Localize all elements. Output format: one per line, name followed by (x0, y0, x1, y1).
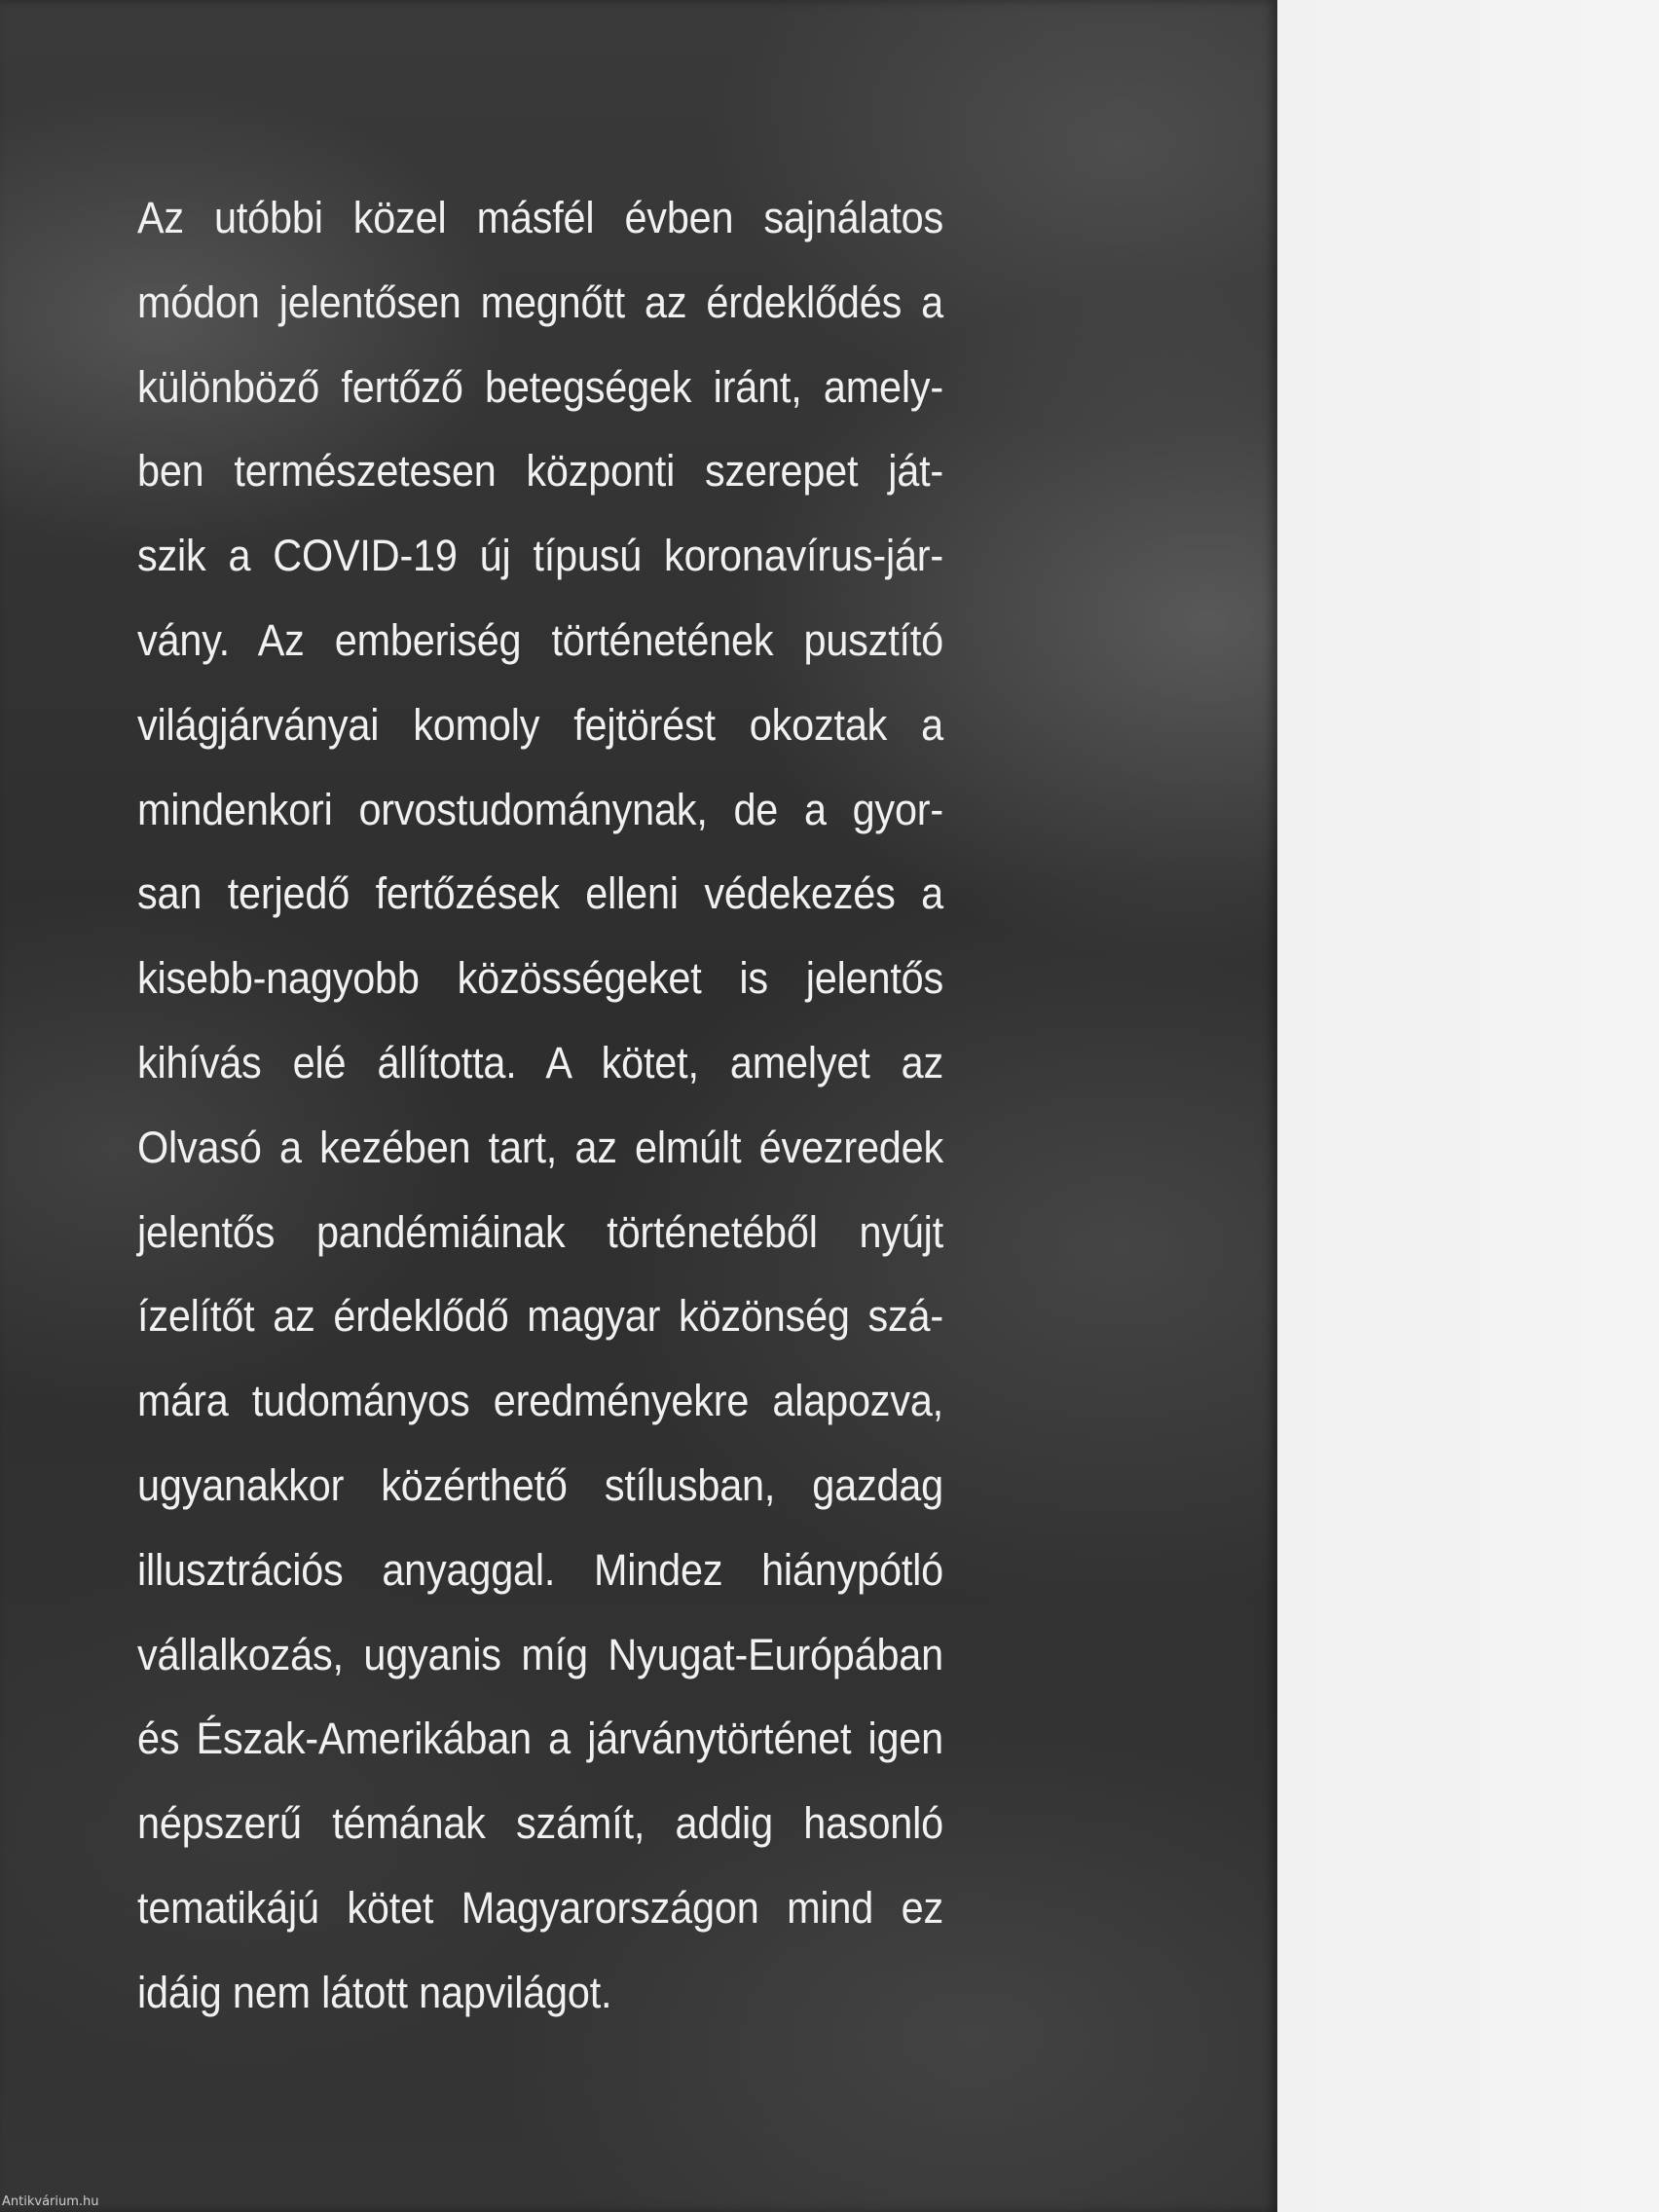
blurb-line: vállalkozás, ugyanis míg Nyugat-Európában (137, 1629, 943, 1679)
blurb-text (137, 176, 943, 2036)
blurb-line: szik a COVID-19 új típusú koronavírus-jár- (137, 531, 943, 581)
blurb-line: jelentős pandémiáinak történetéből nyújt (137, 1206, 943, 1257)
watermark: Antikvárium.hu (2, 2194, 99, 2209)
blurb-line: tematikájú kötet Magyarországon mind ez (137, 1882, 943, 1933)
blurb-line: san terjedő fertőzések elleni védekezés a (137, 868, 943, 919)
blurb-line: idáig nem látott napvilágot. (137, 1967, 612, 2017)
blurb-line: mára tudományos eredményekre alapozva, (137, 1376, 943, 1426)
blurb-line: kihívás elé állította. A kötet, amelyet az (137, 1037, 943, 1088)
blurb-line: illusztrációs anyaggal. Mindez hiánypótló (137, 1544, 943, 1595)
blurb-line: Az utóbbi közel másfél évben sajnálatos (137, 193, 943, 242)
blurb-line: különböző fertőző betegségek iránt, amely- (137, 361, 943, 412)
blurb-line: vány. Az emberiség történetének pusztító (137, 614, 943, 665)
blurb-line: ben természetesen központi szerepet ját- (137, 446, 943, 497)
blurb-line: kisebb-nagyobb közösségeket is jelentős (137, 953, 943, 1004)
blurb-line: ugyanakkor közérthető stílusban, gazdag (137, 1459, 943, 1510)
blurb-line: és Észak-Amerikában a járványtörténet igen (137, 1714, 943, 1764)
blurb-line: világjárványai komoly fejtörést okoztak a (137, 699, 943, 750)
blurb-line: mindenkori orvostudománynak, de a gyor- (137, 784, 943, 834)
blurb-line: ízelítőt az érdeklődő magyar közönség szá- (137, 1291, 943, 1342)
blurb-line: Olvasó a kezében tart, az elmúlt évezredek (137, 1122, 943, 1172)
blurb-line: módon jelentősen megnőtt az érdeklődés a (137, 276, 943, 327)
blurb-line: népszerű témának számít, addig hasonló (137, 1798, 943, 1849)
